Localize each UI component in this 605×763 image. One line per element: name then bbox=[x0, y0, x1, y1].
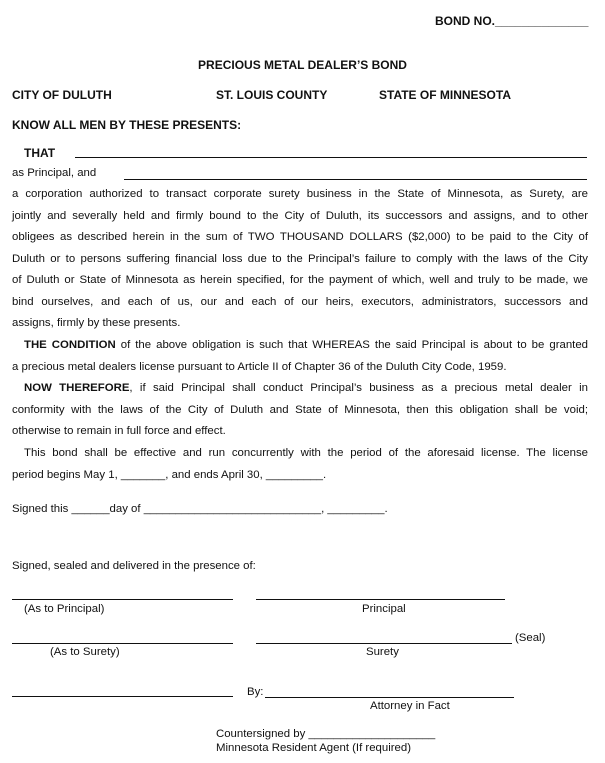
paragraph-line: assigns, firmly by these presents. bbox=[12, 317, 181, 329]
that-label: THAT bbox=[24, 146, 56, 160]
state-heading: STATE OF MINNESOTA bbox=[379, 88, 511, 102]
attorney-signature-line[interactable] bbox=[265, 697, 514, 698]
principal-label: as Principal, and bbox=[12, 167, 97, 179]
paragraph-line: conformity with the laws of the City of Duluth and State of Minnesota, then this obligation shall be void; bbox=[12, 403, 588, 416]
bond-number bbox=[435, 14, 588, 28]
paragraph-line: bind ourselves, and each of us, our and each of our heirs, executors, administrators, successors and bbox=[12, 295, 588, 308]
effective-period-paragraph bbox=[12, 443, 588, 486]
now-therefore-heading: NOW THEREFORE bbox=[24, 382, 130, 394]
obligation-paragraph bbox=[12, 184, 588, 335]
by-label: By: bbox=[247, 686, 264, 698]
paragraph-line bbox=[12, 378, 588, 400]
principal-label-caption: Principal bbox=[362, 603, 406, 615]
witness-principal-signature-line[interactable] bbox=[12, 599, 233, 600]
paragraph-line[interactable]: period begins May 1, _______, and ends April 30, _________. bbox=[12, 468, 327, 481]
as-to-principal-label: (As to Principal) bbox=[24, 603, 105, 615]
surety-name-line[interactable] bbox=[124, 179, 587, 180]
as-to-surety-label: (As to Surety) bbox=[50, 646, 120, 658]
paragraph-line: of Duluth or State of Minnesota as herein specified, for the payment of which, well and truly to be made, we bbox=[12, 274, 588, 286]
paragraph-line: jointly and severally held and firmly bound to the City of Duluth, its successors and assigns, and to other bbox=[12, 209, 588, 222]
witness-attorney-signature-line[interactable] bbox=[12, 696, 233, 697]
resident-agent-label: Minnesota Resident Agent (If required) bbox=[216, 742, 412, 754]
surety-label-caption: Surety bbox=[366, 646, 399, 658]
condition-heading: THE CONDITION bbox=[24, 339, 116, 351]
attorney-in-fact-label: Attorney in Fact bbox=[370, 700, 450, 712]
paragraph-line: Duluth or to persons suffering financial loss due to the Principal’s failure to comply with the laws of the City bbox=[12, 252, 588, 265]
paragraph-line: otherwise to remain in full force and effect. bbox=[12, 425, 226, 437]
bond-number-blank[interactable]: ______________ bbox=[495, 14, 589, 28]
now-therefore-text: , if said Principal shall conduct Principal’s business as a precious metal dealer in bbox=[129, 382, 588, 394]
know-all-heading: KNOW ALL MEN BY THESE PRESENTS: bbox=[12, 118, 242, 132]
principal-signature-line[interactable] bbox=[256, 599, 505, 600]
city-heading: CITY OF DULUTH bbox=[12, 88, 112, 102]
paragraph-line: a corporation authorized to transact corporate surety business in the State of Minnesota, as Surety, are bbox=[12, 188, 588, 200]
witness-surety-signature-line[interactable] bbox=[12, 643, 233, 644]
principal-name-line[interactable] bbox=[75, 157, 587, 158]
signed-this-line[interactable]: Signed this ______day of ____________________________, _________. bbox=[12, 503, 388, 515]
county-heading: ST. LOUIS COUNTY bbox=[216, 88, 328, 102]
now-therefore-paragraph bbox=[12, 378, 588, 443]
document-title: PRECIOUS METAL DEALER’S BOND bbox=[198, 58, 407, 72]
condition-text: of the above obligation is such that WHEREAS the said Principal is about to be granted bbox=[115, 339, 588, 351]
countersigned-line[interactable]: Countersigned by ____________________ bbox=[216, 728, 436, 740]
seal-label: (Seal) bbox=[515, 632, 546, 644]
presence-statement: Signed, sealed and delivered in the presence of: bbox=[12, 560, 256, 572]
condition-paragraph bbox=[12, 335, 588, 378]
surety-signature-line[interactable] bbox=[256, 643, 512, 644]
paragraph-line: a precious metal dealers license pursuant to Article II of Chapter 36 of the Duluth City Code, 1959. bbox=[12, 360, 507, 373]
paragraph-line bbox=[12, 335, 588, 357]
bond-number-label: BOND NO. bbox=[435, 14, 495, 28]
paragraph-line: This bond shall be effective and run concurrently with the period of the aforesaid license. The license bbox=[24, 447, 588, 459]
paragraph-line: obligees as described herein in the sum of TWO THOUSAND DOLLARS ($2,000) to be paid to the City of bbox=[12, 231, 588, 243]
